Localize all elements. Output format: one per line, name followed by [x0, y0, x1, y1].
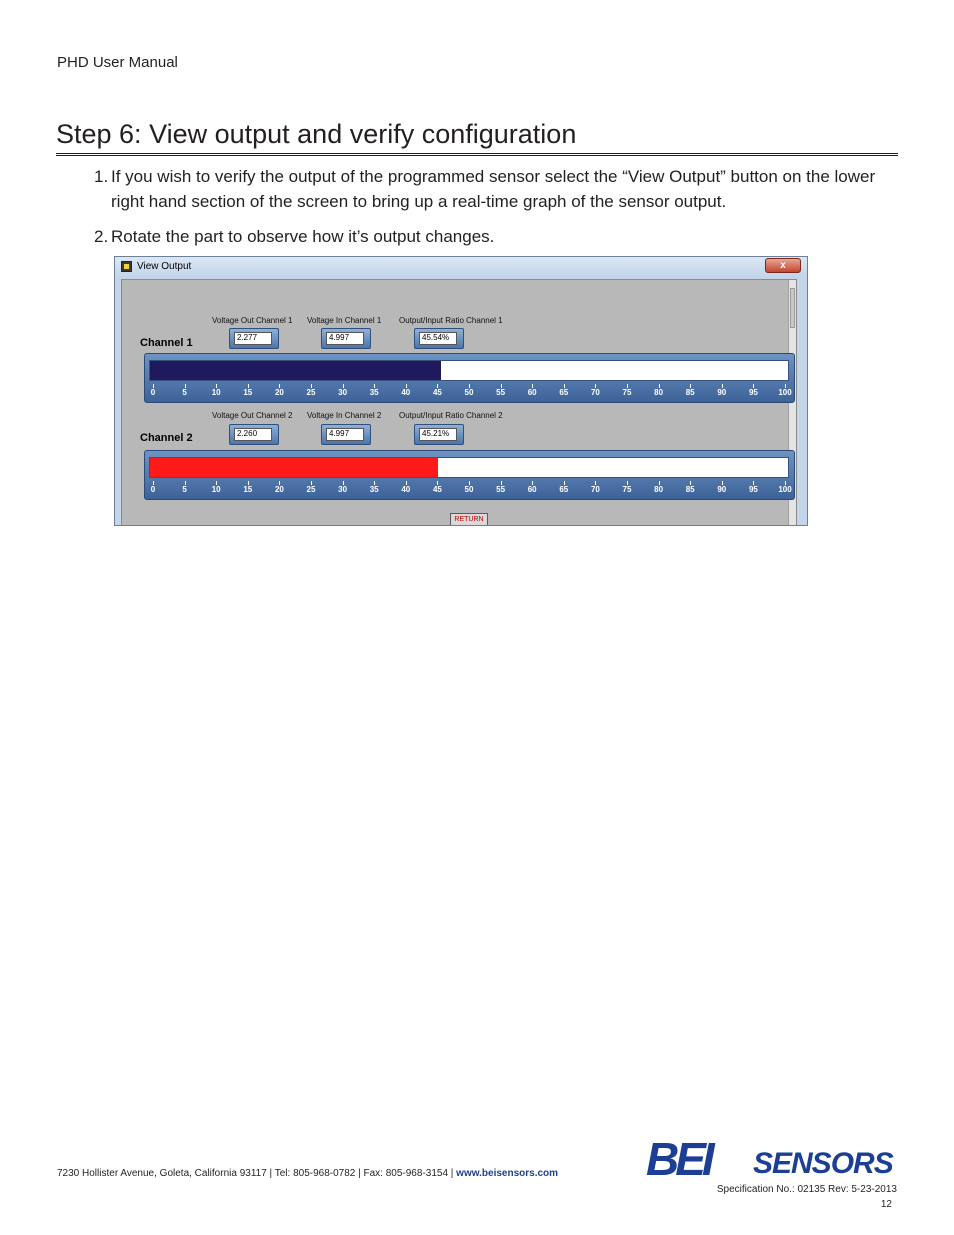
vin-ch2-field	[321, 424, 371, 445]
window-client	[121, 279, 797, 526]
scale-tick-label: 100	[778, 485, 792, 494]
page-title: Step 6: View output and verify configuration	[56, 119, 577, 149]
logo-bei-text: BEI	[646, 1133, 711, 1185]
scale-tick-label: 50	[464, 485, 474, 494]
title-rule	[56, 153, 898, 156]
vin-ch1-label: Voltage In Channel 1	[307, 316, 382, 325]
scale-tick-label: 40	[401, 485, 411, 494]
step-text: Rotate the part to observe how it’s output changes.	[111, 227, 495, 246]
scale-tick-label: 70	[590, 485, 600, 494]
scale-tick-label: 45	[432, 388, 442, 397]
channel-1-label: Channel 1	[140, 337, 193, 349]
scale-tick-label: 85	[685, 485, 695, 494]
scale-tick-label: 90	[717, 388, 727, 397]
scale-tick-label: 40	[401, 388, 411, 397]
step-number: 2.	[94, 227, 109, 246]
scale-tick-label: 95	[748, 388, 758, 397]
address-text: 7230 Hollister Avenue, Goleta, California 93117 | Tel: 805-968-0782 | Fax: 805-968-3154 |	[57, 1168, 457, 1179]
vout-ch1-label: Voltage Out Channel 1	[212, 316, 293, 325]
scale-tick-label: 55	[496, 485, 506, 494]
page-number: 12	[880, 1199, 892, 1210]
scale-tick-label: 85	[685, 388, 695, 397]
scale-tick-label: 25	[306, 388, 316, 397]
scale-tick-label: 15	[243, 485, 253, 494]
step-item	[80, 224, 880, 249]
scale-tick-label: 0	[150, 485, 156, 494]
ratio-ch2-value: 45.21%	[419, 428, 457, 441]
scale-tick-label: 35	[369, 388, 379, 397]
channel-2-track	[149, 457, 789, 478]
channel-2-fill	[150, 458, 438, 477]
scale-tick-label: 75	[622, 388, 632, 397]
scale-tick-label: 15	[243, 388, 253, 397]
channel-1-fill	[150, 361, 441, 380]
vout-ch1-field	[229, 328, 279, 349]
scale-tick-label: 80	[654, 388, 664, 397]
channel-1-meter	[144, 353, 795, 403]
app-icon	[121, 261, 132, 272]
scale-tick-label: 5	[182, 388, 187, 397]
scale-tick-label: 90	[717, 485, 727, 494]
channel-2-label: Channel 2	[140, 432, 193, 444]
scale-tick-label: 0	[150, 388, 156, 397]
vin-ch1-field	[321, 328, 371, 349]
step-list	[80, 164, 880, 259]
scale-tick-label: 95	[748, 485, 758, 494]
step-item	[80, 164, 880, 214]
ratio-ch1-field	[414, 328, 464, 349]
specification-number: Specification No.: 02135 Rev: 5-23-2013	[716, 1184, 897, 1195]
scale-tick-label: 20	[274, 485, 284, 494]
vin-ch2-label: Voltage In Channel 2	[307, 411, 382, 420]
ratio-ch1-label: Output/Input Ratio Channel 1	[399, 316, 503, 325]
scale-tick-label: 35	[369, 485, 379, 494]
vin-ch1-value: 4.997	[326, 332, 364, 345]
scale-tick-label: 70	[590, 388, 600, 397]
scale-tick-label: 50	[464, 388, 474, 397]
scale-tick-label: 55	[496, 388, 506, 397]
logo-sensors-text: SENSORS	[753, 1147, 893, 1180]
scale-tick-label: 30	[338, 485, 348, 494]
channel-2-meter	[144, 450, 795, 500]
scale-tick-label: 10	[211, 485, 221, 494]
scale-tick-label: 5	[182, 485, 187, 494]
step-text: If you wish to verify the output of the programmed sensor select the “View Output” button on the lower right hand section of the screen to bring up a real-time graph of the sensor output.	[111, 167, 876, 211]
window-titlebar	[115, 257, 807, 278]
vout-ch1-value: 2.277	[234, 332, 272, 345]
close-button[interactable]: x	[765, 258, 801, 273]
bei-sensors-logo	[646, 1133, 898, 1185]
vout-ch2-label: Voltage Out Channel 2	[212, 411, 293, 420]
scale-tick-label: 65	[559, 485, 569, 494]
channel-1-track	[149, 360, 789, 381]
channel-1-scale	[150, 384, 792, 402]
scale-tick-label: 60	[527, 388, 537, 397]
scale-tick-label: 80	[654, 485, 664, 494]
return-button[interactable]: RETURN	[450, 513, 488, 526]
footer-address	[57, 1168, 558, 1179]
window-title: View Output	[137, 261, 192, 272]
vout-ch2-value: 2.260	[234, 428, 272, 441]
running-header: PHD User Manual	[57, 54, 178, 71]
scale-tick-label: 10	[211, 388, 221, 397]
step-number: 1.	[94, 167, 109, 186]
scale-tick-label: 25	[306, 485, 316, 494]
scale-tick-label: 100	[778, 388, 792, 397]
vin-ch2-value: 4.997	[326, 428, 364, 441]
scale-tick-label: 75	[622, 485, 632, 494]
channel-2-scale	[150, 481, 792, 499]
ratio-ch2-field	[414, 424, 464, 445]
scale-tick-label: 45	[432, 485, 442, 494]
ratio-ch1-value: 45.54%	[419, 332, 457, 345]
scale-tick-label: 65	[559, 388, 569, 397]
website-link[interactable]: www.beisensors.com	[456, 1168, 559, 1179]
vout-ch2-field	[229, 424, 279, 445]
scale-tick-label: 30	[338, 388, 348, 397]
scale-tick-label: 20	[274, 388, 284, 397]
ratio-ch2-label: Output/Input Ratio Channel 2	[399, 411, 503, 420]
scale-tick-label: 60	[527, 485, 537, 494]
view-output-window	[114, 256, 808, 526]
